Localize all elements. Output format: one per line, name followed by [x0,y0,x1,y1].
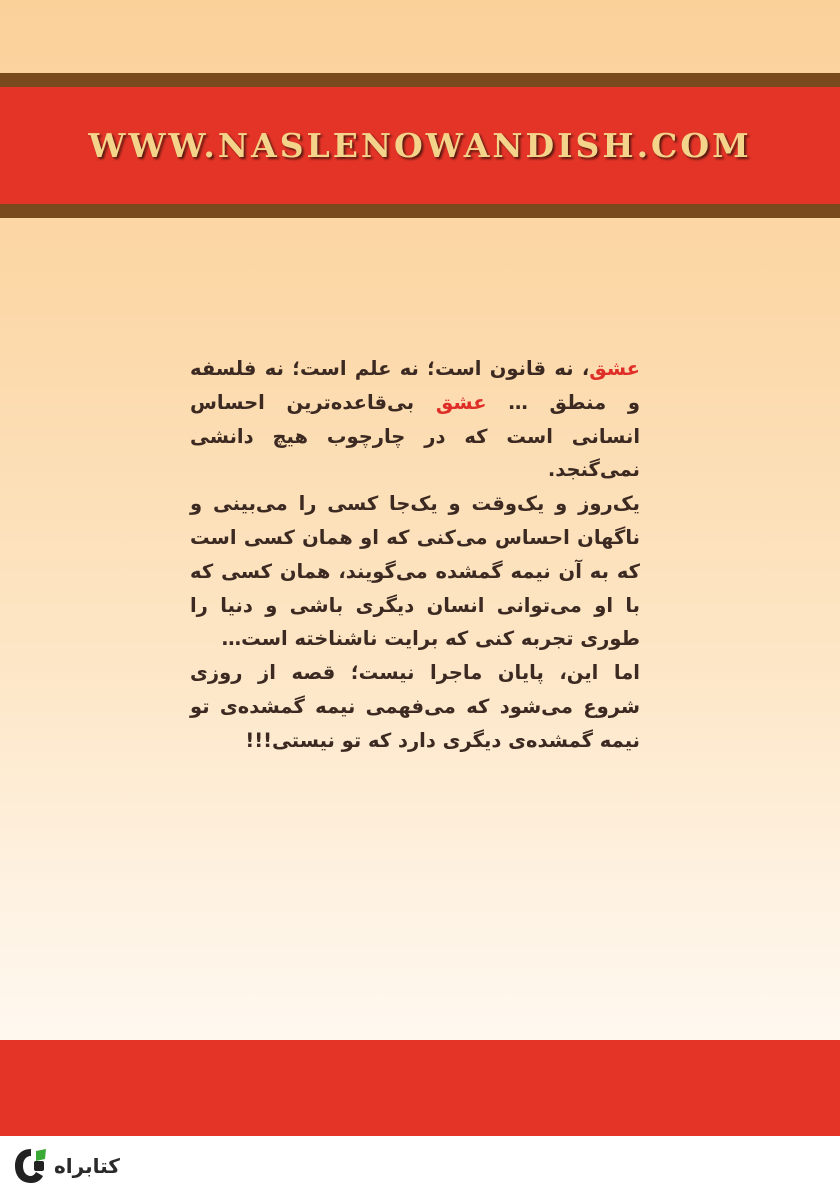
ketabrah-logo-icon [12,1145,50,1187]
website-url: WWW.NASLENOWANDISH.COM [88,126,752,165]
back-cover-paragraph [190,487,640,656]
back-cover-paragraph [190,352,640,487]
header-band [0,87,840,204]
paragraph-text: اما این، پایان ماجرا نیست؛ قصه از روزی شروع می‌شود که می‌فهمی نیمه گمشده‌ی تو نیمه گمشده‌ی دیگری دارد که تو نیستی!!! [190,661,640,752]
emphasis-word: عشق [435,390,487,414]
paragraph-text: ، نه قانون است؛ نه علم است؛ نه فلسفه و منطق … [190,357,641,414]
back-cover-paragraph [190,656,640,757]
paragraph-text: یک‌روز و یک‌وقت و یک‌جا کسی را می‌بینی و ناگهان احساس می‌کنی که او همان کسی است که به آن نیمه گمشده می‌گویند، همان کسی که با او می‌توانی انسان دیگری باشی و دنیا را طوری تجربه کنی که برایت ناشناخته است… [190,492,640,651]
publisher-name: کتابراه [54,1154,120,1178]
emphasis-word: عشق [589,357,640,380]
footer-band [0,1040,840,1136]
footer-white-strip [0,1136,840,1200]
back-cover-text [190,352,640,758]
paragraph-text: بی‌قاعده‌ترین احساس انسانی است که در چارچوب هیچ دانشی نمی‌گنجد. [190,390,640,482]
top-brown-strip-lower [0,204,840,218]
top-brown-strip [0,73,840,87]
publisher-logo [12,1142,120,1190]
